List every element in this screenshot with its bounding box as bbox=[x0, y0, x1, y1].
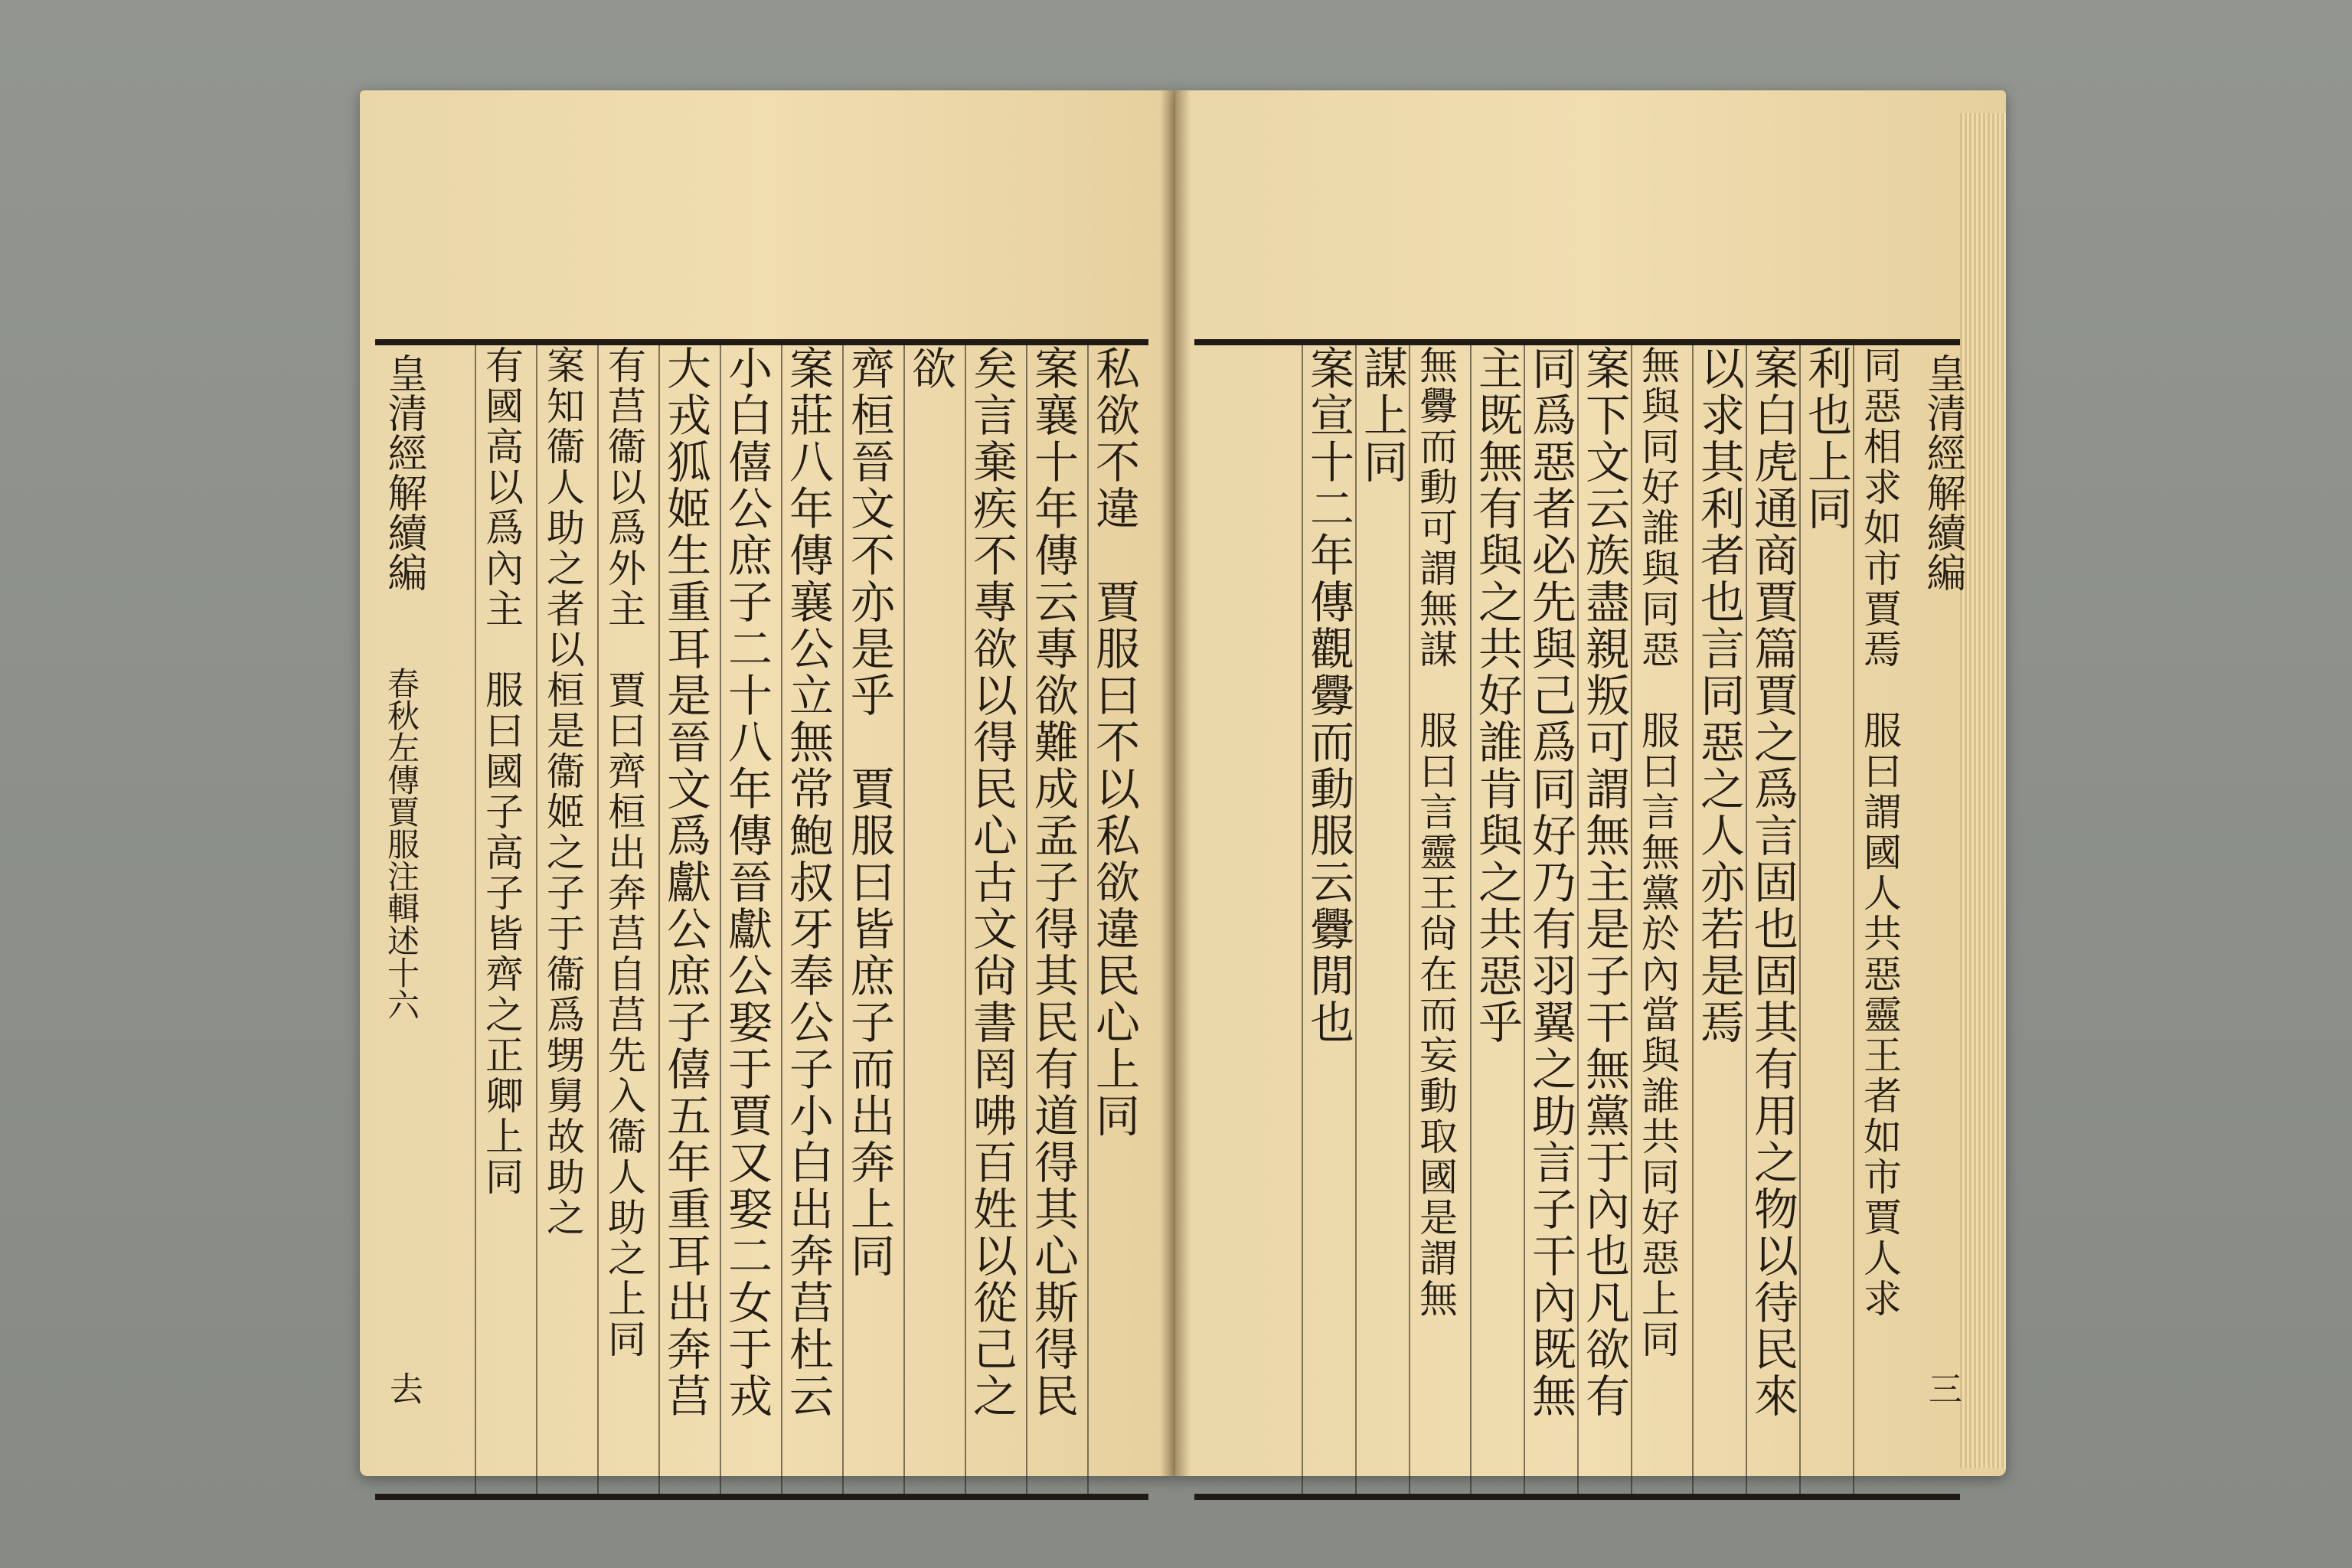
text-column: 無與同好誰與同惡 服曰言無黨於內當與誰共同好惡上同 bbox=[1631, 345, 1683, 1494]
text-column: 案莊八年傳襄公立無常鮑叔牙奉公子小白出奔莒杜云 bbox=[781, 345, 833, 1494]
text-column: 私欲不違 賈服曰不以私欲違民心上同 bbox=[1087, 345, 1139, 1494]
right-text-frame bbox=[1194, 339, 1965, 1500]
text-column: 齊桓晉文不亦是乎 賈服曰皆庶子而出奔上同 bbox=[842, 345, 894, 1494]
text-column: 案知衞人助之者以桓是衞姬之子于衞爲甥舅故助之 bbox=[536, 345, 588, 1494]
left-text-frame bbox=[375, 339, 1148, 1500]
text-column: 案下文云族盡親叛可謂無主是子干無黨于內也凡欲有 bbox=[1577, 345, 1629, 1494]
page-edges bbox=[1960, 113, 2006, 1468]
text-column: 利也上同 bbox=[1799, 345, 1851, 1494]
text-column: 案襄十年傳云專欲難成孟子得其民有道得其心斯得民 bbox=[1026, 345, 1078, 1494]
text-column: 案白虎通商賈篇賈之爲言固也固其有用之物以待民來 bbox=[1746, 345, 1798, 1494]
text-column: 案宣十二年傳觀釁而動服云釁閒也 bbox=[1302, 345, 1354, 1494]
left-margin-subtitle: 春秋左傳賈服注輯述十六 bbox=[383, 667, 420, 1021]
text-column: 同惡相求如市賈焉 服曰謂國人共惡靈王者如市賈人求 bbox=[1853, 345, 1905, 1494]
book-gutter bbox=[1160, 90, 1191, 1476]
right-page-number: 三 bbox=[1922, 1371, 1962, 1405]
text-column: 有國高以爲內主 服曰國子高子皆齊之正卿上同 bbox=[475, 345, 527, 1494]
text-column: 欲 bbox=[903, 345, 956, 1494]
text-column: 主既無有與之共好誰肯與之共惡乎 bbox=[1470, 345, 1522, 1494]
text-column: 以求其利者也言同惡之人亦若是焉 bbox=[1692, 345, 1744, 1494]
open-book bbox=[360, 90, 2006, 1476]
text-column: 大戎狐姬生重耳是晉文爲獻公庶子僖五年重耳出奔莒 bbox=[658, 345, 710, 1494]
right-margin-title: 皇清經解續編 bbox=[1919, 353, 1965, 592]
left-margin-title: 皇清經解續編 bbox=[381, 353, 426, 592]
left-page-number: 去 bbox=[384, 1371, 423, 1405]
text-column: 小白僖公庶子二十八年傳晉獻公娶于賈又娶二女于戎 bbox=[720, 345, 772, 1494]
text-column: 有莒衞以爲外主 賈曰齊桓出奔莒自莒先入衞人助之上同 bbox=[597, 345, 649, 1494]
text-column: 矣言棄疾不專欲以得民心古文尙書罔咈百姓以從己之 bbox=[965, 345, 1017, 1494]
text-column: 無釁而動可謂無謀 服曰言靈王尙在而妄動取國是謂無 bbox=[1409, 345, 1461, 1494]
text-column: 同爲惡者必先與己爲同好乃有羽翼之助言子干內既無 bbox=[1524, 345, 1576, 1494]
text-column: 謀上同 bbox=[1355, 345, 1407, 1494]
